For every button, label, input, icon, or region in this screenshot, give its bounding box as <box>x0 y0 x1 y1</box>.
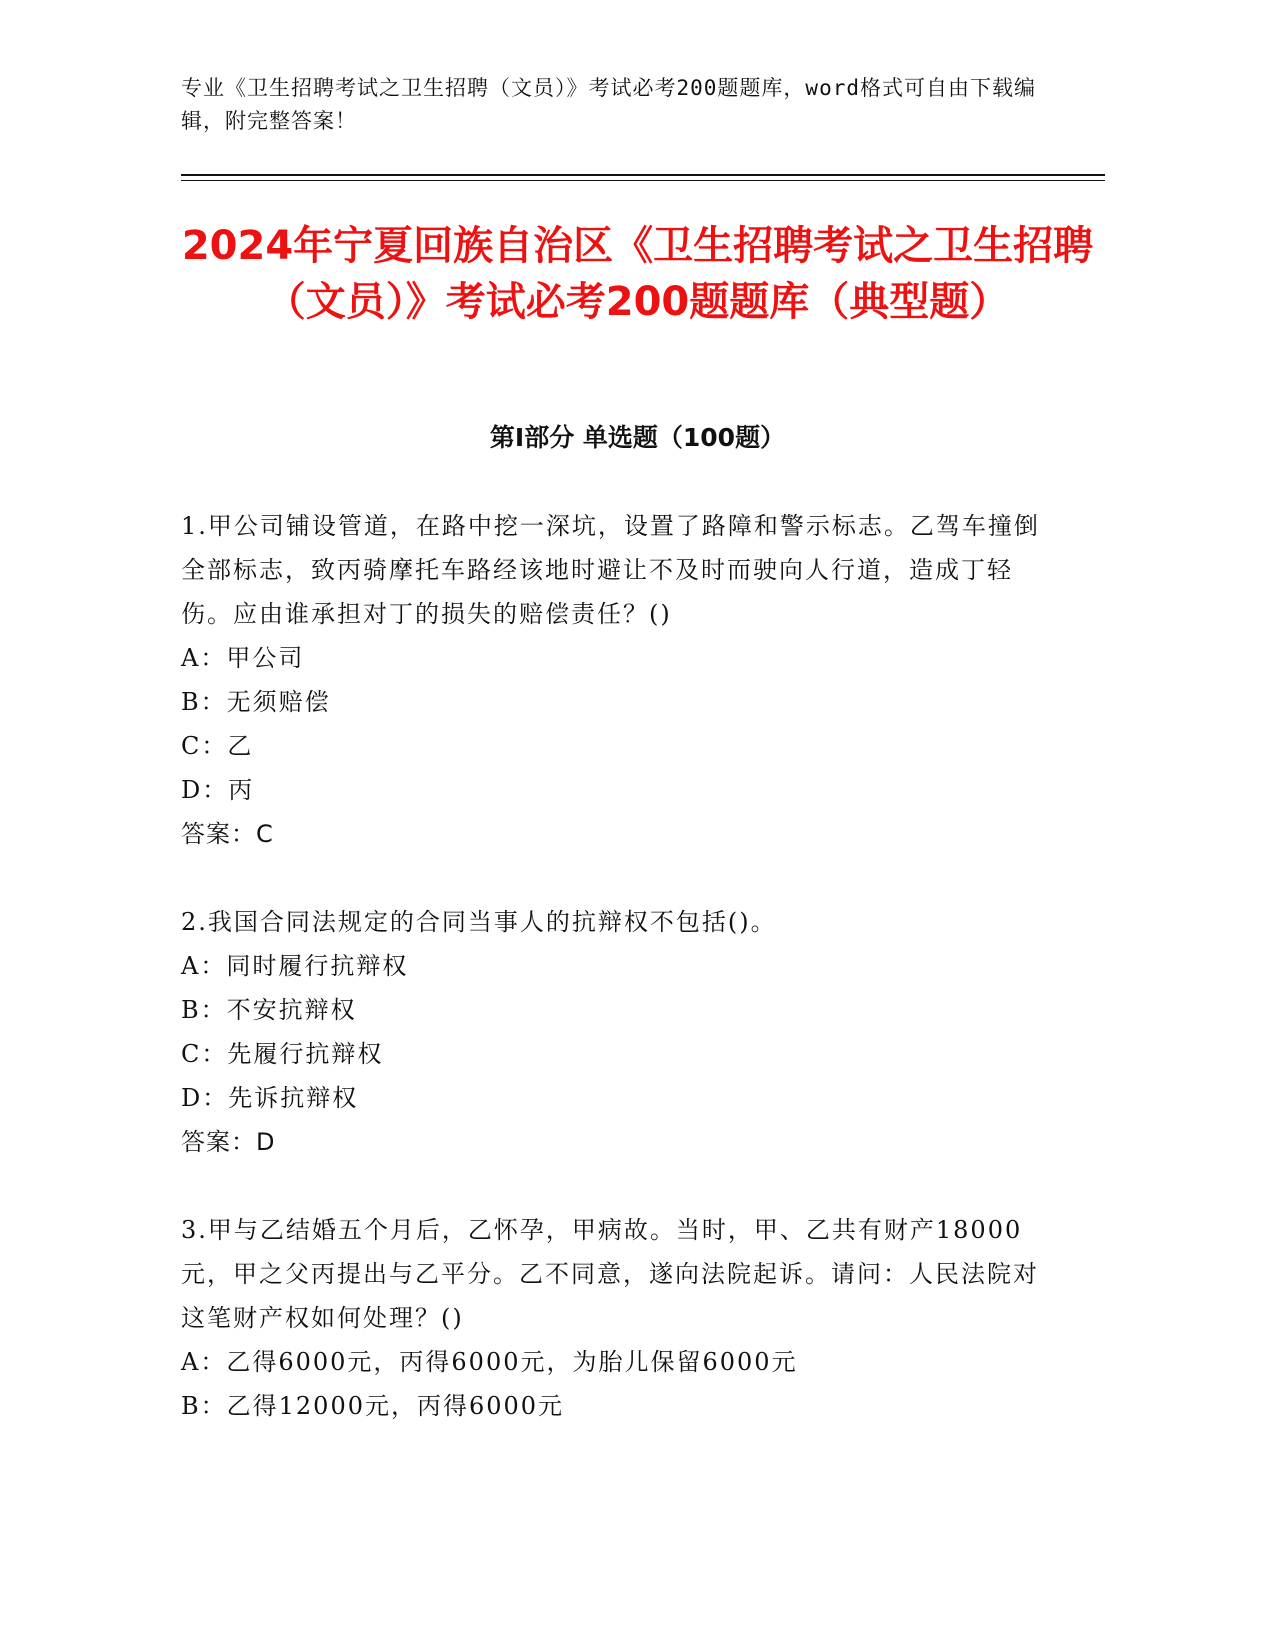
question-text: 3.甲与乙结婚五个月后，乙怀孕，甲病故。当时，甲、乙共有财产18000元，甲之父丙提出与乙平分。乙不同意，遂向法院起诉。请问：人民法院对这笔财产权如何处理？() <box>181 1216 1039 1332</box>
question-text: 2.我国合同法规定的合同当事人的抗辩权不包括()。 <box>181 908 777 936</box>
header-note: 专业《卫生招聘考试之卫生招聘（文员）》考试必考200题题库，word格式可自由下载编辑，附完整答案！ <box>181 76 1036 133</box>
question-option: D：丙 <box>181 776 255 804</box>
question-list <box>181 504 1051 1472</box>
question-text: 1.甲公司铺设管道，在路中挖一深坑，设置了路障和警示标志。乙驾车撞倒全部标志，致丙骑摩托车路经该地时避让不及时而驶向人行道，造成丁轻伤。应由谁承担对丁的损失的赔偿责任？() <box>181 512 1040 628</box>
question-option: D：先诉抗辩权 <box>181 1084 359 1112</box>
question-option: C：先履行抗辩权 <box>181 1040 384 1068</box>
question-option: A：同时履行抗辩权 <box>181 952 409 980</box>
question-option: A：甲公司 <box>181 644 305 672</box>
question-answer: 答案：D <box>181 1128 276 1156</box>
question-item <box>181 900 1051 1164</box>
main-title: 2024年宁夏回族自治区《卫生招聘考试之卫生招聘（文员）》考试必考200题题库（典型题） <box>181 223 1094 325</box>
question-option: B：不安抗辩权 <box>181 996 357 1024</box>
header-divider-thick <box>181 174 1105 176</box>
question-option: B：乙得12000元，丙得6000元 <box>181 1392 565 1420</box>
question-answer: 答案：C <box>181 820 274 848</box>
question-option: C：乙 <box>181 732 254 760</box>
section-title: 第Ⅰ部分 单选题（100题） <box>489 423 786 452</box>
question-option: B：无须赔偿 <box>181 688 331 716</box>
question-item <box>181 1208 1051 1428</box>
question-option: A：乙得6000元，丙得6000元，为胎儿保留6000元 <box>181 1348 798 1376</box>
question-item <box>181 504 1051 856</box>
header-divider-thin <box>181 180 1105 181</box>
